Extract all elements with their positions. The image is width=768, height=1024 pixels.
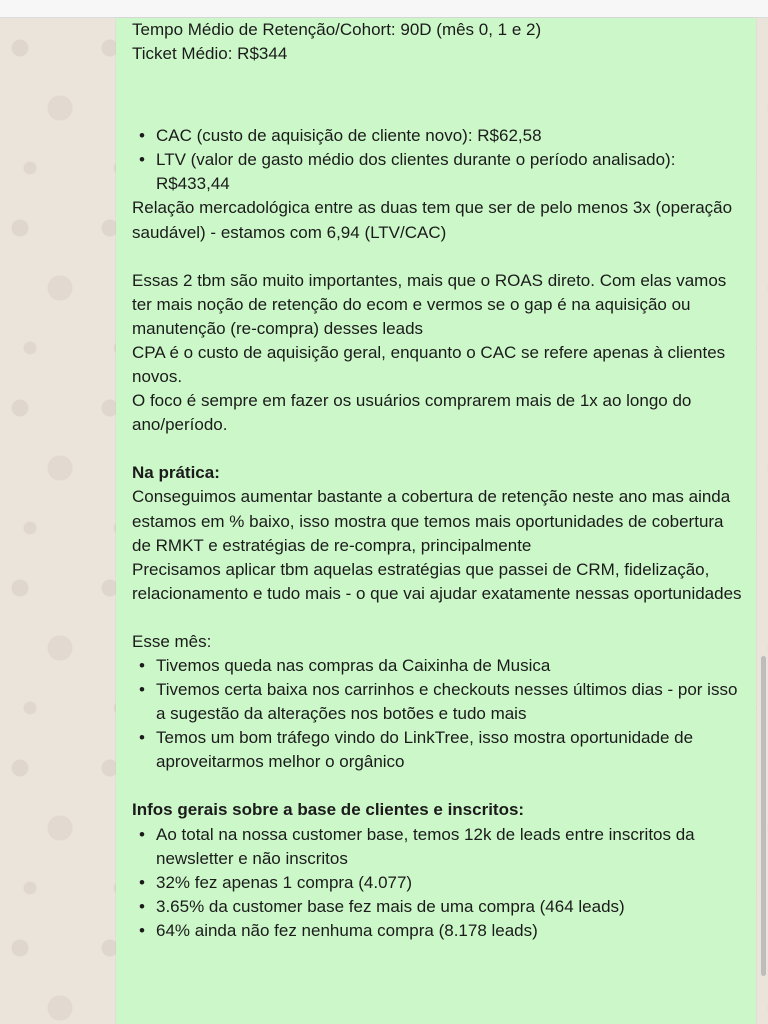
practice-heading: Na prática: [132,463,220,483]
month-heading: Esse mês: [132,631,212,651]
relation-text: Relação mercadológica entre as duas tem que ser de pelo menos 3x (operação saudável) - estamos com 6,94 (LTV/CAC) [132,198,733,242]
list-item: • LTV (valor de gasto médio dos clientes durante o período analisado): R$433,44 [132,148,742,196]
scrollbar-thumb[interactable] [761,656,766,976]
list-item: • Ao total na nossa customer base, temos 12k de leads entre inscritos da newsletter e não inscritos [132,823,742,871]
window-top-bar [0,0,768,18]
crm-text: Precisamos aplicar tbm aquelas estratégias que passei de CRM, fidelização, relacionamento e tudo mais - o que vai ajudar exatamente nessas oportunidades [132,559,742,603]
importance-text: Essas 2 tbm são muito importantes, mais que o ROAS direto. Com elas vamos ter mais noção de retenção do ecom e vermos se o gap é na aquisição ou manutenção (re-compra) desses leads [132,270,727,338]
list-item: • Tivemos queda nas compras da Caixinha de Musica [132,654,742,678]
ticket-line: Ticket Médio: R$344 [132,44,288,64]
practice-text: Conseguimos aumentar bastante a cobertura de retenção neste ano mas ainda estamos em % baixo, isso mostra que temos mais oportunidades de cobertura de RMKT e estratégias de re-compra, principalmente [132,487,731,555]
retention-line: Tempo Médio de Retenção/Cohort: 90D (mês 0, 1 e 2) [132,20,542,39]
list-item: • 64% ainda não fez nenhuma compra (8.178 leads) [132,919,742,943]
month-list [132,654,742,774]
focus-text: O foco é sempre em fazer os usuários comprarem mais de 1x ao longo do ano/período. [132,391,692,435]
list-item: • CAC (custo de aquisição de cliente novo): R$62,58 [132,124,742,148]
metrics-list [132,124,742,196]
cpa-text: CPA é o custo de aquisição geral, enquanto o CAC se refere apenas à clientes novos. [132,342,726,387]
list-item: • Temos um bom tráfego vindo do LinkTree, isso mostra oportunidade de aproveitarmos melhor o orgânico [132,726,742,774]
message-text [132,18,742,943]
base-list [132,823,742,943]
list-item: • 32% fez apenas 1 compra (4.077) [132,871,742,895]
list-item: • 3.65% da customer base fez mais de uma compra (464 leads) [132,895,742,919]
base-heading: Infos gerais sobre a base de clientes e inscritos: [132,800,525,820]
list-item: • Tivemos certa baixa nos carrinhos e checkouts nesses últimos dias - por isso a sugestão da alterações nos botões e tudo mais [132,678,742,726]
